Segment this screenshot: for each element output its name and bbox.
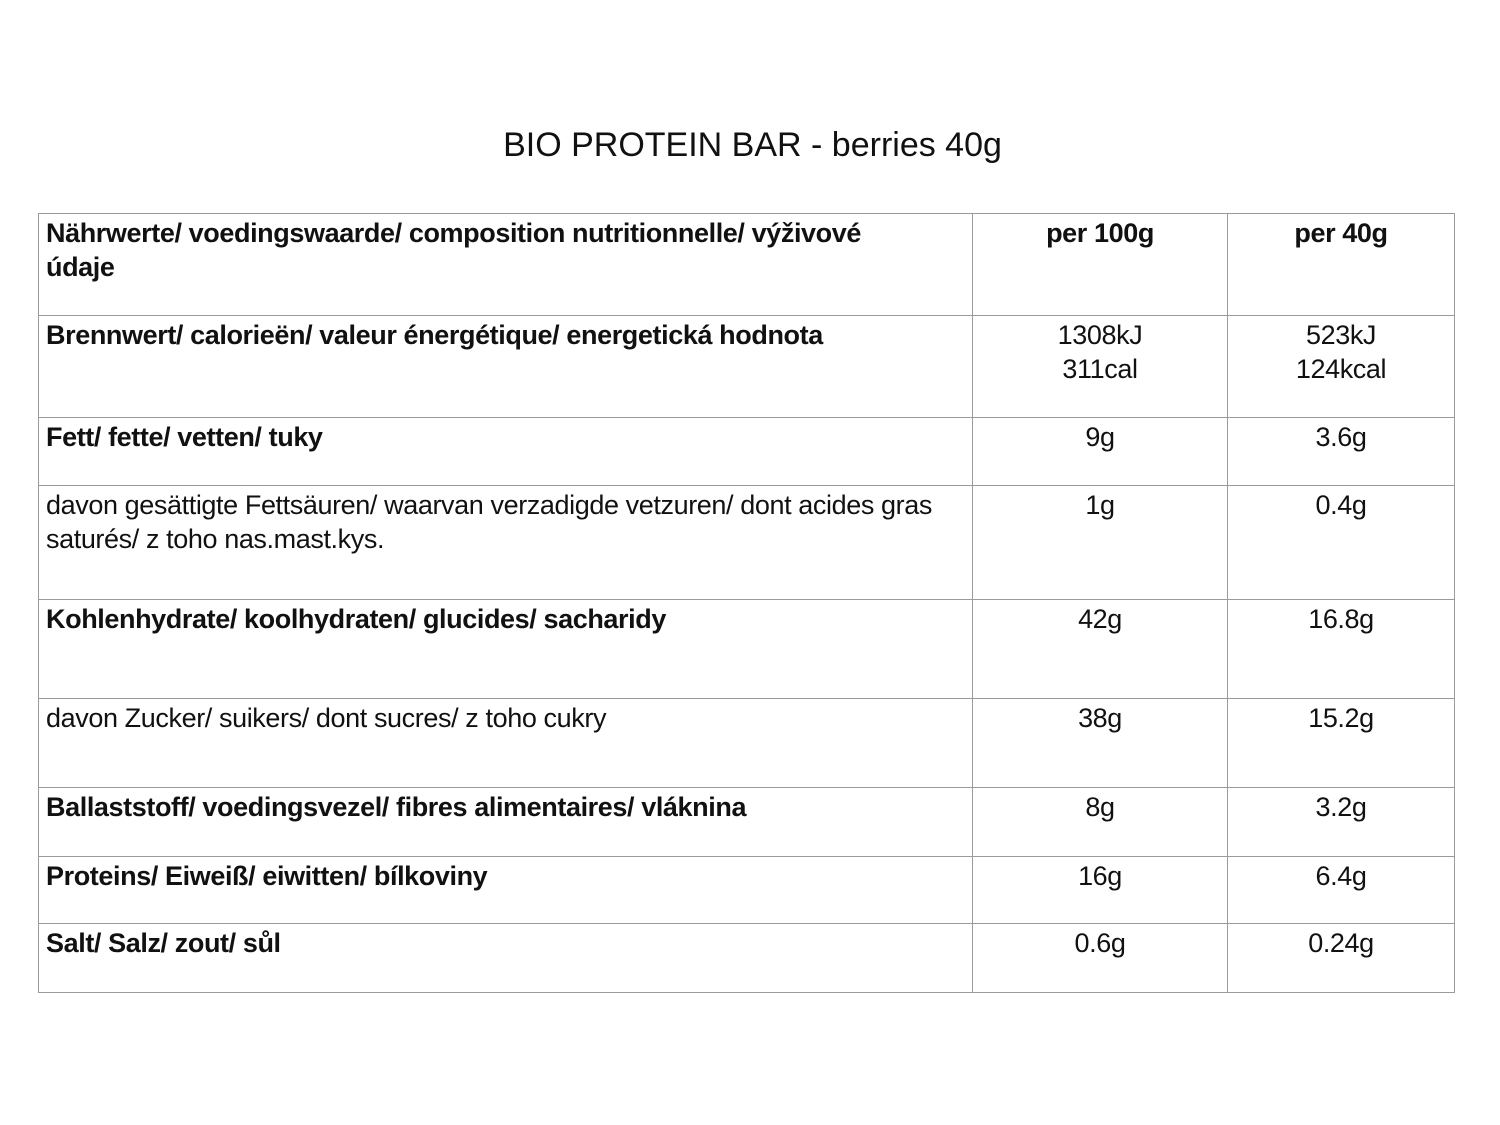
row-label: Proteins/ Eiweiß/ eiwitten/ bílkoviny xyxy=(39,857,973,924)
table-row-fat xyxy=(39,418,1455,486)
value-per-100g: 9g xyxy=(973,418,1228,486)
table-row-fibre xyxy=(39,788,1455,857)
nutrition-table xyxy=(38,213,1455,993)
header-per-100g: per 100g xyxy=(973,214,1228,316)
value-per-100g: 0.6g xyxy=(973,924,1228,993)
value-per-100g xyxy=(973,316,1228,418)
row-label: Fett/ fette/ vetten/ tuky xyxy=(39,418,973,486)
table-row-protein xyxy=(39,857,1455,924)
value-cal: 311cal xyxy=(1062,354,1138,384)
row-label: davon gesättigte Fettsäuren/ waarvan verzadigde vetzuren/ dont acides gras saturés/ z toho nas.mast.kys. xyxy=(39,486,973,600)
value-per-100g: 8g xyxy=(973,788,1228,857)
value-per-40g: 3.6g xyxy=(1228,418,1455,486)
row-label: Kohlenhydrate/ koolhydraten/ glucides/ sacharidy xyxy=(39,600,973,699)
value-per-40g: 15.2g xyxy=(1228,699,1455,788)
table-row-carbohydrates xyxy=(39,600,1455,699)
row-label: Salt/ Salz/ zout/ sůl xyxy=(39,924,973,993)
value-kcal: 124kcal xyxy=(1295,354,1387,384)
value-per-100g: 38g xyxy=(973,699,1228,788)
row-label: davon Zucker/ suikers/ dont sucres/ z toho cukry xyxy=(39,699,973,788)
header-label: Nährwerte/ voedingswaarde/ composition nutritionnelle/ výživové údaje xyxy=(39,214,973,316)
table-row-salt xyxy=(39,924,1455,993)
table-header-row xyxy=(39,214,1455,316)
value-per-100g: 42g xyxy=(973,600,1228,699)
value-per-40g: 6.4g xyxy=(1228,857,1455,924)
row-label: Brennwert/ calorieën/ valeur énergétique/ energetická hodnota xyxy=(39,316,973,418)
value-kj: 523kJ xyxy=(1305,320,1377,350)
value-per-100g: 16g xyxy=(973,857,1228,924)
value-per-100g: 1g xyxy=(973,486,1228,600)
table-row-sugars xyxy=(39,699,1455,788)
table-row-saturated-fat xyxy=(39,486,1455,600)
value-per-40g: 3.2g xyxy=(1228,788,1455,857)
value-per-40g: 16.8g xyxy=(1228,600,1455,699)
value-per-40g: 0.4g xyxy=(1228,486,1455,600)
value-per-40g xyxy=(1228,316,1455,418)
value-kj: 1308kJ xyxy=(1057,320,1143,350)
document-title: BIO PROTEIN BAR - berries 40g xyxy=(503,126,1002,164)
value-per-40g: 0.24g xyxy=(1228,924,1455,993)
row-label: Ballaststoff/ voedingsvezel/ fibres alimentaires/ vláknina xyxy=(39,788,973,857)
header-per-40g: per 40g xyxy=(1228,214,1455,316)
table-row-energy xyxy=(39,316,1455,418)
